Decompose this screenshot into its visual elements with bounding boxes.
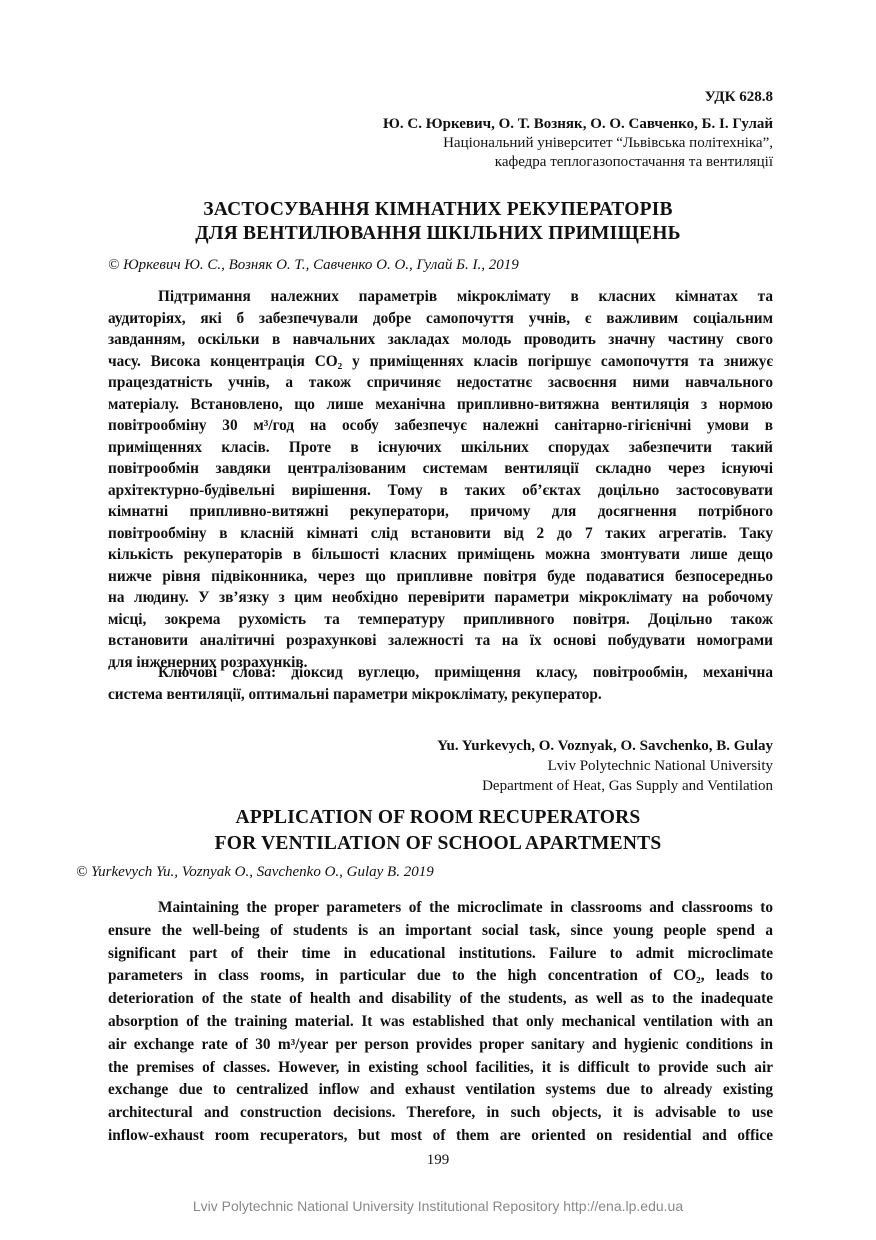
text-line: the premises of classes. However, in existing school facilities, it is difficult to provide such air xyxy=(108,1058,773,1076)
text-line: для інженерних розрахунків. xyxy=(108,653,308,671)
text-line: significant part of their time in educational institutions. Failure to admit microclimate xyxy=(108,944,773,962)
repository-footer: Lviv Polytechnic National University Institutional Repository http://ena.lp.edu.ua xyxy=(192,1198,684,1214)
ua-title-line: ЗАСТОСУВАННЯ КІМНАТНИХ РЕКУПЕРАТОРІВ xyxy=(203,199,673,220)
ua-title-line: ДЛЯ ВЕНТИЛЮВАННЯ ШКІЛЬНИХ ПРИМІЩЕНЬ xyxy=(195,223,681,244)
text-line: нижче рівня підвіконника, через що припливне повітря буде подаватися безпосередньо xyxy=(108,567,773,585)
text-line: повітрообмін завдяки централізованим системам вентиляції складно через існуючі xyxy=(108,460,773,477)
ua-title xyxy=(0,198,876,246)
en-title xyxy=(0,805,876,857)
text-line: Maintaining the proper parameters of the microclimate in classrooms and classrooms to xyxy=(158,899,773,916)
ua-authors: Ю. С. Юркевич, О. Т. Возняк, О. О. Савченко, Б. І. Гулай xyxy=(383,116,773,132)
text-line: architectural and construction decisions. Therefore, in such objects, it is advisable to use xyxy=(108,1104,773,1122)
text-line: повітрообміну в класній кімнаті слід встановити від 2 до 7 таких агрегатів. Таку xyxy=(108,524,773,542)
text-line: кількість рекуператорів в більшості класних приміщень можна змонтувати лише дещо xyxy=(108,546,773,563)
text-line: absorption of the training material. It was established that only mechanical ventilation with an xyxy=(108,1012,773,1030)
text-line: Підтримання належних параметрів мікроклімату в класних кімнатах та xyxy=(158,288,773,305)
en-authors: Yu. Yurkevych, O. Voznyak, O. Savchenko, B. Gulay xyxy=(437,738,773,754)
text-line: ensure the well-being of students is an important social task, since young people spend a xyxy=(108,921,773,939)
text-line: встановити аналітичні розрахункові залежності та на їх основі побудувати номограми xyxy=(108,632,773,649)
text-line: місці, зокрема рухомість та температуру припливного повітря. Доцільно також xyxy=(108,610,773,628)
en-affiliation-department: Department of Heat, Gas Supply and Ventilation xyxy=(482,778,773,794)
text-line: deterioration of the state of health and disability of the students, as well as to the inadequate xyxy=(108,990,773,1008)
text-line: air exchange rate of 30 m³/year per person provides proper sanitary and hygienic conditions in xyxy=(108,1035,773,1053)
en-affiliation-university: Lviv Polytechnic National University xyxy=(547,758,773,774)
text-line: parameters in class rooms, in particular due to the high concentration of CO₂, leads to xyxy=(108,967,773,985)
text-line: exchange due to centralized inflow and exhaust ventilation systems due to already existing xyxy=(108,1081,773,1099)
en-copyright: © Yurkevych Yu., Voznyak O., Savchenko O., Gulay B. 2019 xyxy=(76,864,434,880)
text-line: матеріалу. Встановлено, що лише механічна припливно-витяжна вентиляція з нормою xyxy=(108,395,773,413)
en-abstract xyxy=(108,897,773,1148)
text-line: повітрообміну 30 м³/год на особу забезпечує належні санітарно-гігієнічні умови в xyxy=(108,417,773,434)
ua-affiliation-university: Національний університет “Львівська політехніка”, xyxy=(443,135,773,151)
text-line: система вентиляції, оптимальні параметри мікроклімату, рекуператор. xyxy=(108,685,602,703)
ua-copyright: © Юркевич Ю. С., Возняк О. Т., Савченко О. О., Гулай Б. І., 2019 xyxy=(108,257,519,273)
en-title-line: FOR VENTILATION OF SCHOOL APARTMENTS xyxy=(214,833,662,854)
text-line: аудиторіях, які б забезпечували добре самопочуття учнів, є важливим соціальним xyxy=(108,309,773,327)
text-line: кімнатні припливно-витяжні рекуператори, причому для досягнення потрібного xyxy=(108,503,773,520)
text-line: архітектурно-будівельні вирішення. Тому в таких об’єктах доцільно застосовувати xyxy=(108,481,773,499)
text-line: працездатність учнів, а також спричиняє недостатнє засвоєння ними навчального xyxy=(108,374,773,391)
page-number: 199 xyxy=(426,1152,450,1168)
text-line: Ключові слова: діоксид вуглецю, приміщення класу, повітрообмін, механічна xyxy=(158,664,773,681)
text-line: завданням, оскільки в навчальних закладах молодь проводить значну частину свого xyxy=(108,331,773,348)
text-line: на людину. У зв’язку з цим необхідно перевірити параметри мікроклімату на робочому xyxy=(108,589,773,606)
en-title-line: APPLICATION OF ROOM RECUPERATORS xyxy=(235,807,641,828)
text-line: часу. Висока концентрація CO₂ у приміщеннях класів погіршує самопочуття та знижує xyxy=(108,352,773,370)
text-line: приміщеннях класів. Проте в існуючих шкільних спорудах забезпечити такий xyxy=(108,438,773,456)
ua-abstract xyxy=(108,286,773,673)
ua-affiliation-department: кафедра теплогазопостачання та вентиляції xyxy=(494,154,773,170)
text-line: inflow-exhaust room recuperators, but most of them are oriented on residential and office xyxy=(108,1126,773,1144)
ua-keywords xyxy=(108,662,773,705)
udk-code: УДК 628.8 xyxy=(704,89,773,105)
